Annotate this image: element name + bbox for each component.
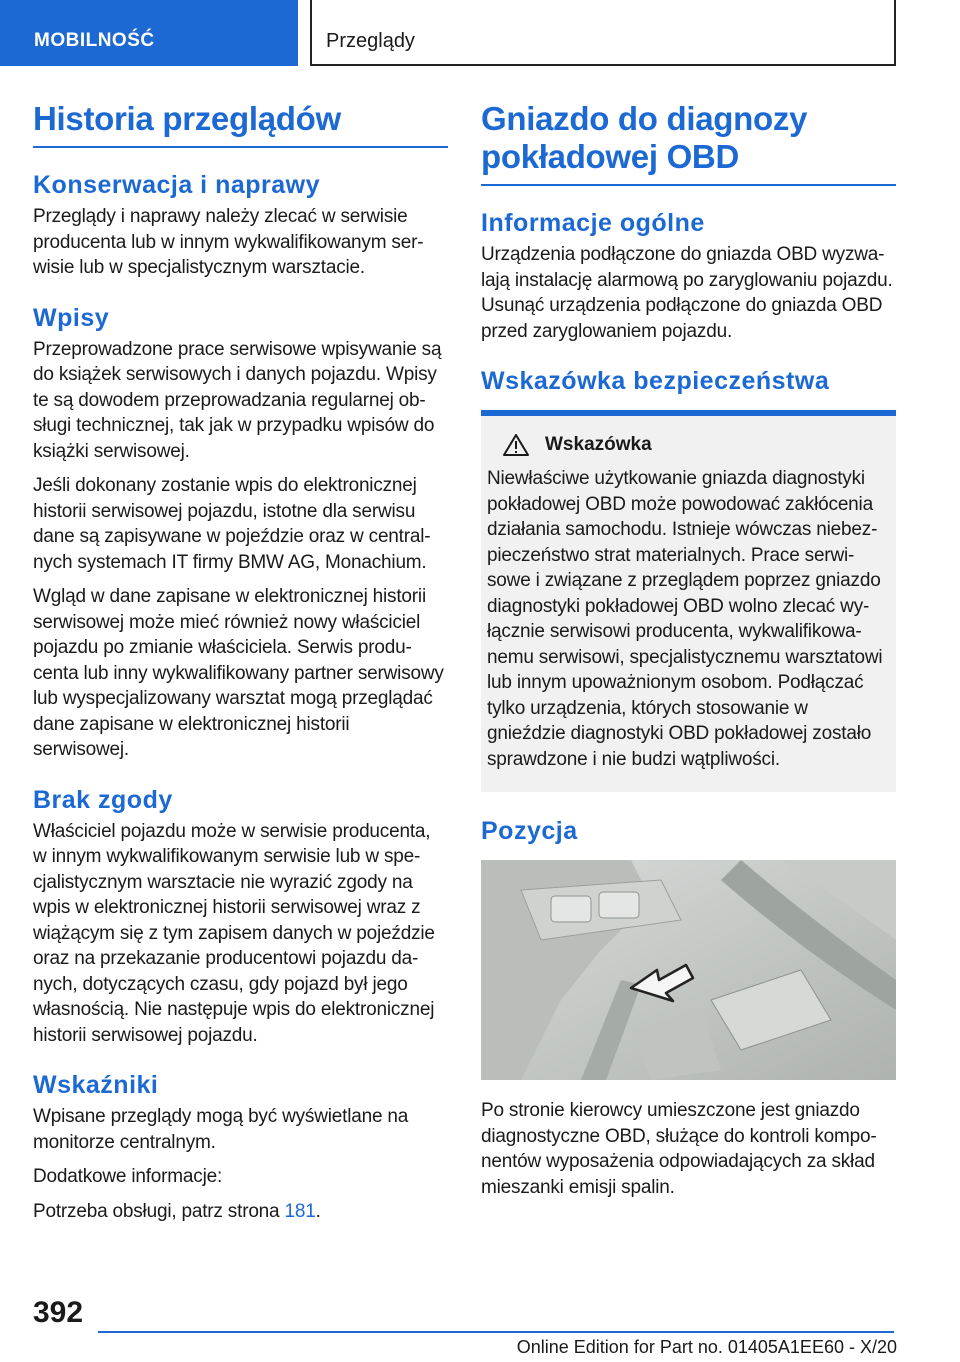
warning-title [487, 434, 888, 456]
paragraph: Przeprowadzone prace serwisowe wpisywanie są do książek serwisowych i danych pojazdu. Wpisy te są dowodem przeprowadzania regularnej obsługi technicznej, tak jak w przypadku wpisów do książki serwisowej. [33, 338, 442, 462]
section-no-consent [33, 785, 448, 1049]
paragraph: Dodatkowe informacje: [33, 1166, 223, 1187]
warning-label: Wskazówka [545, 434, 652, 455]
left-column [33, 100, 448, 1246]
paragraph: Wpisane przeglądy mogą być wyświetlane na monitorze centralnym. [33, 1106, 409, 1153]
right-column [481, 100, 896, 1209]
section-indicators [33, 1070, 448, 1224]
section-heading: Wpisy [33, 303, 110, 332]
section-heading: Brak zgody [33, 785, 173, 814]
section-heading: Wskazówka bezpieczeństwa [481, 367, 830, 395]
paragraph: Wgląd w dane zapisane w elektronicznej historii serwisowej może mieć również nowy właściciel pojazdu po zmianie właściciela. Serwis producenta lub inny wykwalifikowany partner serwisowy lub wyspecjalizowany warsztat mogą przeglądać dane zapisane w elektronicznej historii serwisowej. [33, 586, 444, 760]
section-safety [481, 366, 896, 792]
warning-triangle-icon [503, 434, 529, 456]
section-heading: Konserwacja i naprawy [33, 171, 321, 199]
page-link-181[interactable]: 181 [284, 1200, 316, 1222]
section-maintenance [33, 170, 448, 281]
chapter-tab[interactable]: Przeglądy [310, 0, 896, 66]
paragraph: Po stronie kierowcy umieszczone jest gniazdo diagnostyczne OBD, służące do kontroli komponentów wyposażenia odpowiadających za skład mieszanki emisji spalin. [481, 1100, 877, 1198]
page-title-obd: Gniazdo do diagnozy pokładowej OBD [481, 100, 896, 186]
page-title: Historia przeglądów [33, 100, 448, 148]
section-heading: Informacje ogólne [481, 209, 705, 237]
section-tab[interactable]: MOBILNOŚĆ [0, 0, 298, 66]
link-suffix: . [315, 1200, 321, 1222]
paragraph: Jeśli dokonany zostanie wpis do elektronicznej historii serwisowej pojazdu, istotne dla serwisu dane są zapisywane w pojeździe oraz w centralnych systemach IT firmy BMW AG, Monachium. [33, 475, 431, 573]
footer-edition: Online Edition for Part no. 01405A1EE60 - X/20 [516, 1337, 897, 1357]
paragraph: Przeglądy i naprawy należy zlecać w serwisie producenta lub w innym wykwalifikowanym serwisie lub w specjalistycznym warsztacie. [33, 206, 424, 278]
paragraph: Urządzenia podłączone do gniazda OBD wyzwalają instalację alarmową po zaryglowaniu pojazdu. Usunąć urządzenia podłączone do gniazda OBD przed zaryglowaniem pojazdu. [481, 244, 893, 342]
paragraph: Właściciel pojazdu może w serwisie producenta, w innym wykwalifikowanym serwisie lub w specjalistycznym warsztacie nie wyrazić zgody na wpis w elektronicznej historii serwisowej wraz z wiążącym się z tym zapisem danych w pojeździe oraz na przekazanie producentowi pojazdu danych, dotyczących czasu, gdy pojazd był jego własnością. Nie następuje wpis do elektronicznej historii serwisowej pojazdu. [33, 820, 435, 1046]
footer-divider [98, 1331, 894, 1333]
paragraph-with-link [33, 1199, 448, 1225]
section-heading: Pozycja [481, 817, 578, 845]
section-general-info [481, 208, 896, 344]
section-heading: Wskaźniki [33, 1071, 159, 1099]
page-number: 392 [33, 1296, 84, 1329]
warning-box [481, 410, 896, 792]
link-prefix: Potrzeba obsługi, patrz strona [33, 1200, 285, 1222]
section-entries [33, 303, 448, 763]
page-header [0, 0, 960, 66]
obd-location-photo [481, 860, 896, 1080]
warning-text: Niewłaściwe użytkowanie gniazda diagnostyki pokładowej OBD może powodować zakłócenia działania samochodu. Istnieje wówczas niebezpieczeństwo strat materialnych. Prace serwisowe i związane z przeglądem poprzez gniazdo diagnostyki pokładowej OBD wolno zlecać wyłącznie serwisowi producenta, wykwalifikowanemu serwisowi, specjalistycznemu warsztatowi lub innym upoważnionym osobom. Podłączać tylko urządzenia, których stosowanie w gnieździe diagnostyki OBD pokładowej zostało sprawdzone i nie budzi wątpliwości. [487, 468, 883, 770]
section-position [481, 816, 896, 1200]
